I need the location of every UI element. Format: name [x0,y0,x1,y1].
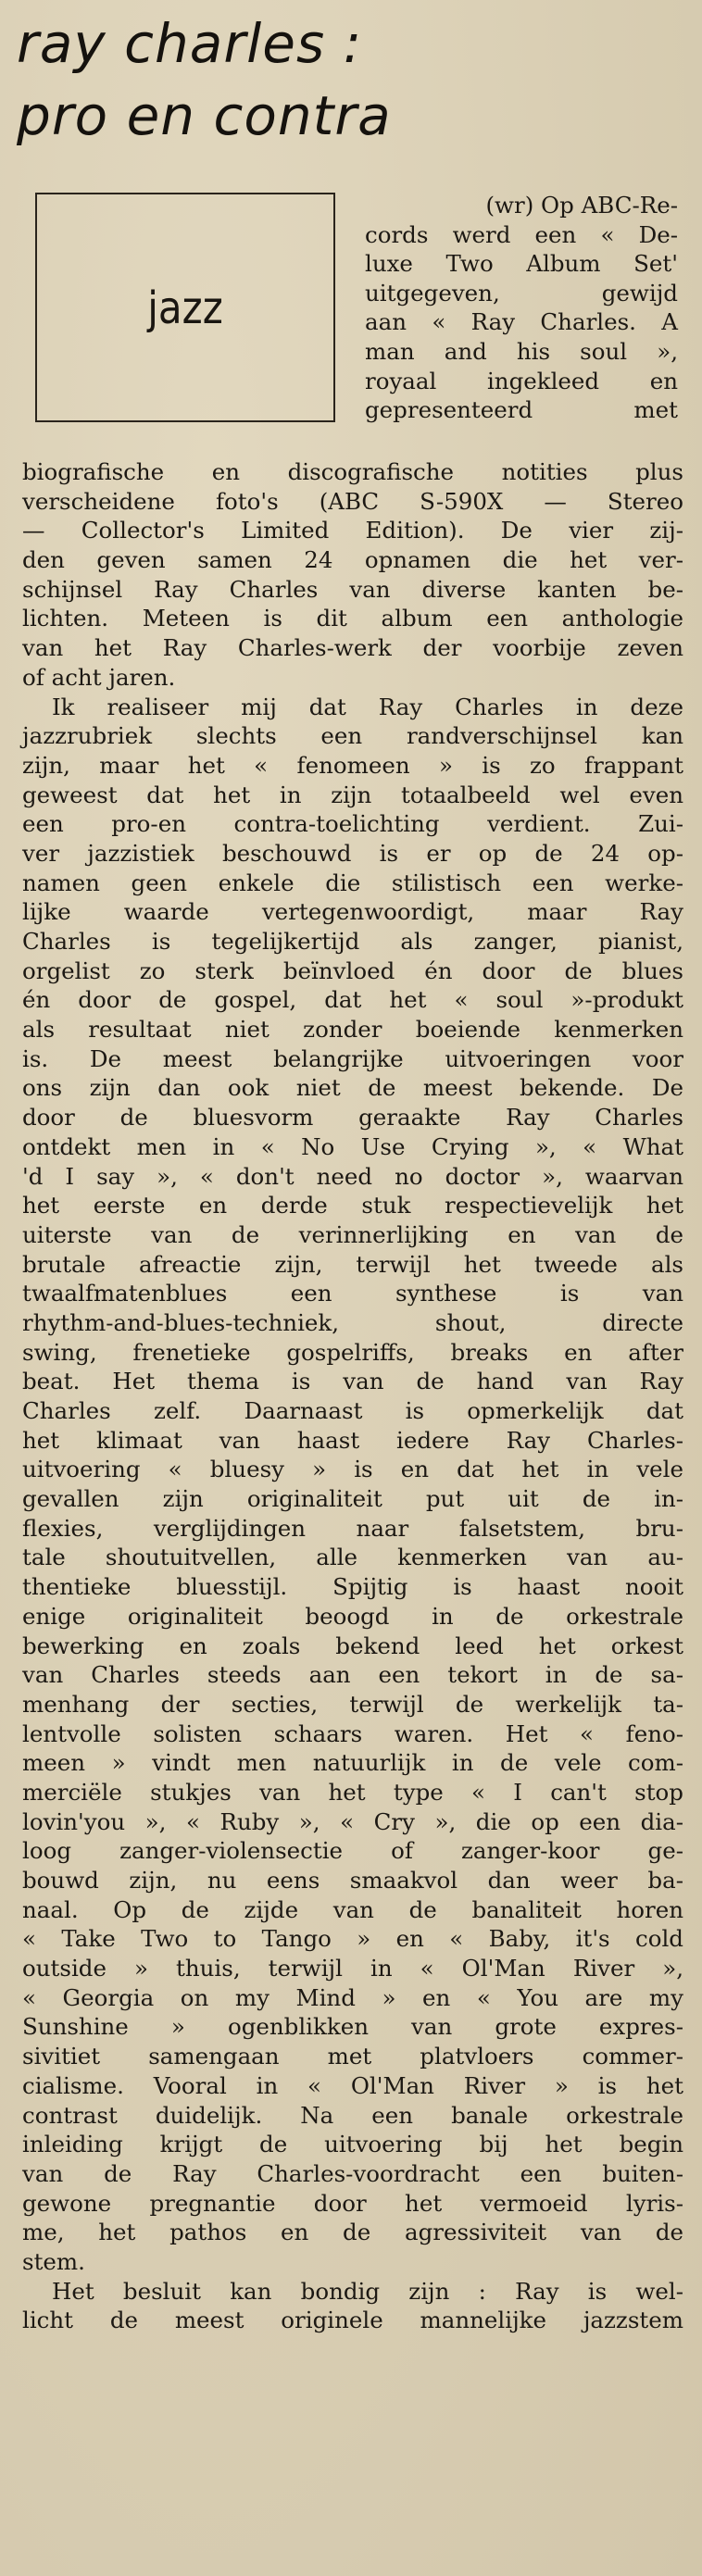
body-line: is. De meest belangrijke uitvoeringen voor [22,1044,683,1072]
lead-line: royaal ingekleed en [365,367,678,394]
body-line: door de bluesvorm geraakte Ray Charles [22,1104,683,1132]
body-line: én door de gospel, dat het « soul »-produkt [22,986,683,1014]
body-line: loog zanger-violensectie of zanger-koor ge- [22,1837,683,1865]
body-line: lovin'you », « Ruby », « Cry », die op een dia- [22,1807,683,1835]
lead-paragraph [365,191,678,425]
body-line: lichten. Meteen is dit album een anthologie [22,605,683,632]
body-line: twaalfmatenblues een synthese is van [22,1280,683,1307]
body-line: uiterste van de verinnerlijking en van de [22,1220,683,1248]
body-line: lijke waarde vertegenwoordigt, maar Ray [22,898,683,926]
lead-line: (wr) Op ABC-Re- [485,192,678,219]
body-line: ontdekt men in « No Use Crying », « What [22,1132,683,1160]
body-line: lentvolle solisten schaars waren. Het « feno- [22,1719,683,1747]
body-line: sivitiet samengaan met platvloers commer- [22,2043,683,2070]
body-line: flexies, verglijdingen naar falsetstem, bru- [22,1514,683,1542]
body-line: enige originaliteit beoogd in de orkestrale [22,1602,683,1630]
body-line: rhythm-and-blues-techniek, shout, directe [22,1308,683,1336]
body-line: me, het pathos en de agressiviteit van de [22,2219,683,2246]
body-line: als resultaat niet zonder boeiende kenmerken [22,1016,683,1044]
body-line: Sunshine » ogenblikken van grote expres- [22,2013,683,2041]
body-line: van de Ray Charles-voordracht een buiten- [22,2159,683,2187]
body-line: orgelist zo sterk beïnvloed én door de blues [22,957,683,984]
body-line: licht de meest originele mannelijke jazzstem [22,2307,683,2334]
body-line: gewone pregnantie door het vermoeid lyris- [22,2189,683,2217]
body-line: bewerking en zoals bekend leed het orkest [22,1632,683,1659]
body-line: beat. Het thema is van de hand van Ray [22,1368,683,1395]
body-line: gevallen zijn originaliteit put uit de in- [22,1485,683,1513]
body-line: — Collector's Limited Edition). De vier zij- [22,517,683,544]
lead-line: cords werd een « De- [365,220,678,248]
body-line: merciële stukjes van het type « I can't stop [22,1778,683,1806]
body-line: jazzrubriek slechts een randverschijnsel kan [22,722,683,750]
body-line: brutale afreactie zijn, terwijl het tweede als [22,1250,683,1278]
rubric-label: jazz [147,281,223,334]
body-line: bouwd zijn, nu eens smaakvol dan weer ba- [22,1867,683,1894]
body-line: een pro-en contra-toelichting verdient. Zui- [22,810,683,838]
body-line: tale shoutuitvellen, alle kenmerken van au- [22,1544,683,1571]
body-line: thentieke bluesstijl. Spijtig is haast nooit [22,1573,683,1601]
body-line: cialisme. Vooral in « Ol'Man River » is het [22,2071,683,2099]
body-line: Het besluit kan bondig zijn : Ray is wel- [52,2277,683,2305]
lead-line: gepresenteerd met [365,396,678,424]
lead-line: aan « Ray Charles. A [365,308,678,336]
body-line: ver jazzistiek beschouwd is er op de 24 op- [22,839,683,867]
body-line: schijnsel Ray Charles van diverse kanten be- [22,575,683,603]
headline-line-2: pro en contra [17,84,392,147]
body-line: outside » thuis, terwijl in « Ol'Man River », [22,1955,683,1982]
article-body [22,457,683,2335]
body-line: contrast duidelijk. Na een banale orkestrale [22,2101,683,2129]
body-line: « Georgia on my Mind » en « You are my [22,1983,683,2011]
body-line: of acht jaren. [22,663,176,691]
body-line: namen geen enkele die stilistisch een werke- [22,869,683,896]
body-line: ons zijn dan ook niet de meest bekende. De [22,1074,683,1102]
body-line: van Charles steeds aan een tekort in de sa- [22,1661,683,1689]
body-line: swing, frenetieke gospelriffs, breaks en after [22,1338,683,1366]
body-line: meen » vindt men natuurlijk in de vele com- [22,1749,683,1777]
body-line: « Take Two to Tango » en « Baby, it's cold [22,1925,683,1953]
lead-line: uitgegeven, gewijd [365,279,678,306]
body-line: inleiding krijgt de uitvoering bij het begin [22,2131,683,2158]
body-line: den geven samen 24 opnamen die het ver- [22,546,683,574]
body-line: Ik realiseer mij dat Ray Charles in deze [52,693,683,720]
body-line: zijn, maar het « fenomeen » is zo frappant [22,751,683,779]
lead-line: luxe Two Album Set' [365,250,678,278]
body-line: stem. [22,2247,85,2275]
body-line: biografische en discografische notities plus [22,458,683,485]
body-line: geweest dat het in zijn totaalbeeld wel even [22,781,683,808]
body-line: het eerste en derde stuk respectievelijk het [22,1192,683,1219]
rubric-box [35,193,335,422]
body-line: verscheidene foto's (ABC S-590X — Stereo [22,487,683,515]
body-line: Charles zelf. Daarnaast is opmerkelijk dat [22,1397,683,1424]
body-line: het klimaat van haast iedere Ray Charles- [22,1426,683,1454]
body-line: uitvoering « bluesy » is en dat het in vele [22,1456,683,1483]
body-line: 'd I say », « don't need no doctor », waarvan [22,1162,683,1190]
body-line: van het Ray Charles-werk der voorbije zeven [22,634,683,662]
lead-line: man and his soul », [365,337,678,365]
body-line: naal. Op de zijde van de banaliteit horen [22,1895,683,1923]
body-line: menhang der secties, terwijl de werkelijk ta- [22,1690,683,1718]
headline-line-1: ray charles : [17,12,363,75]
article-headline [17,7,392,152]
body-line: Charles is tegelijkertijd als zanger, pianist, [22,928,683,955]
